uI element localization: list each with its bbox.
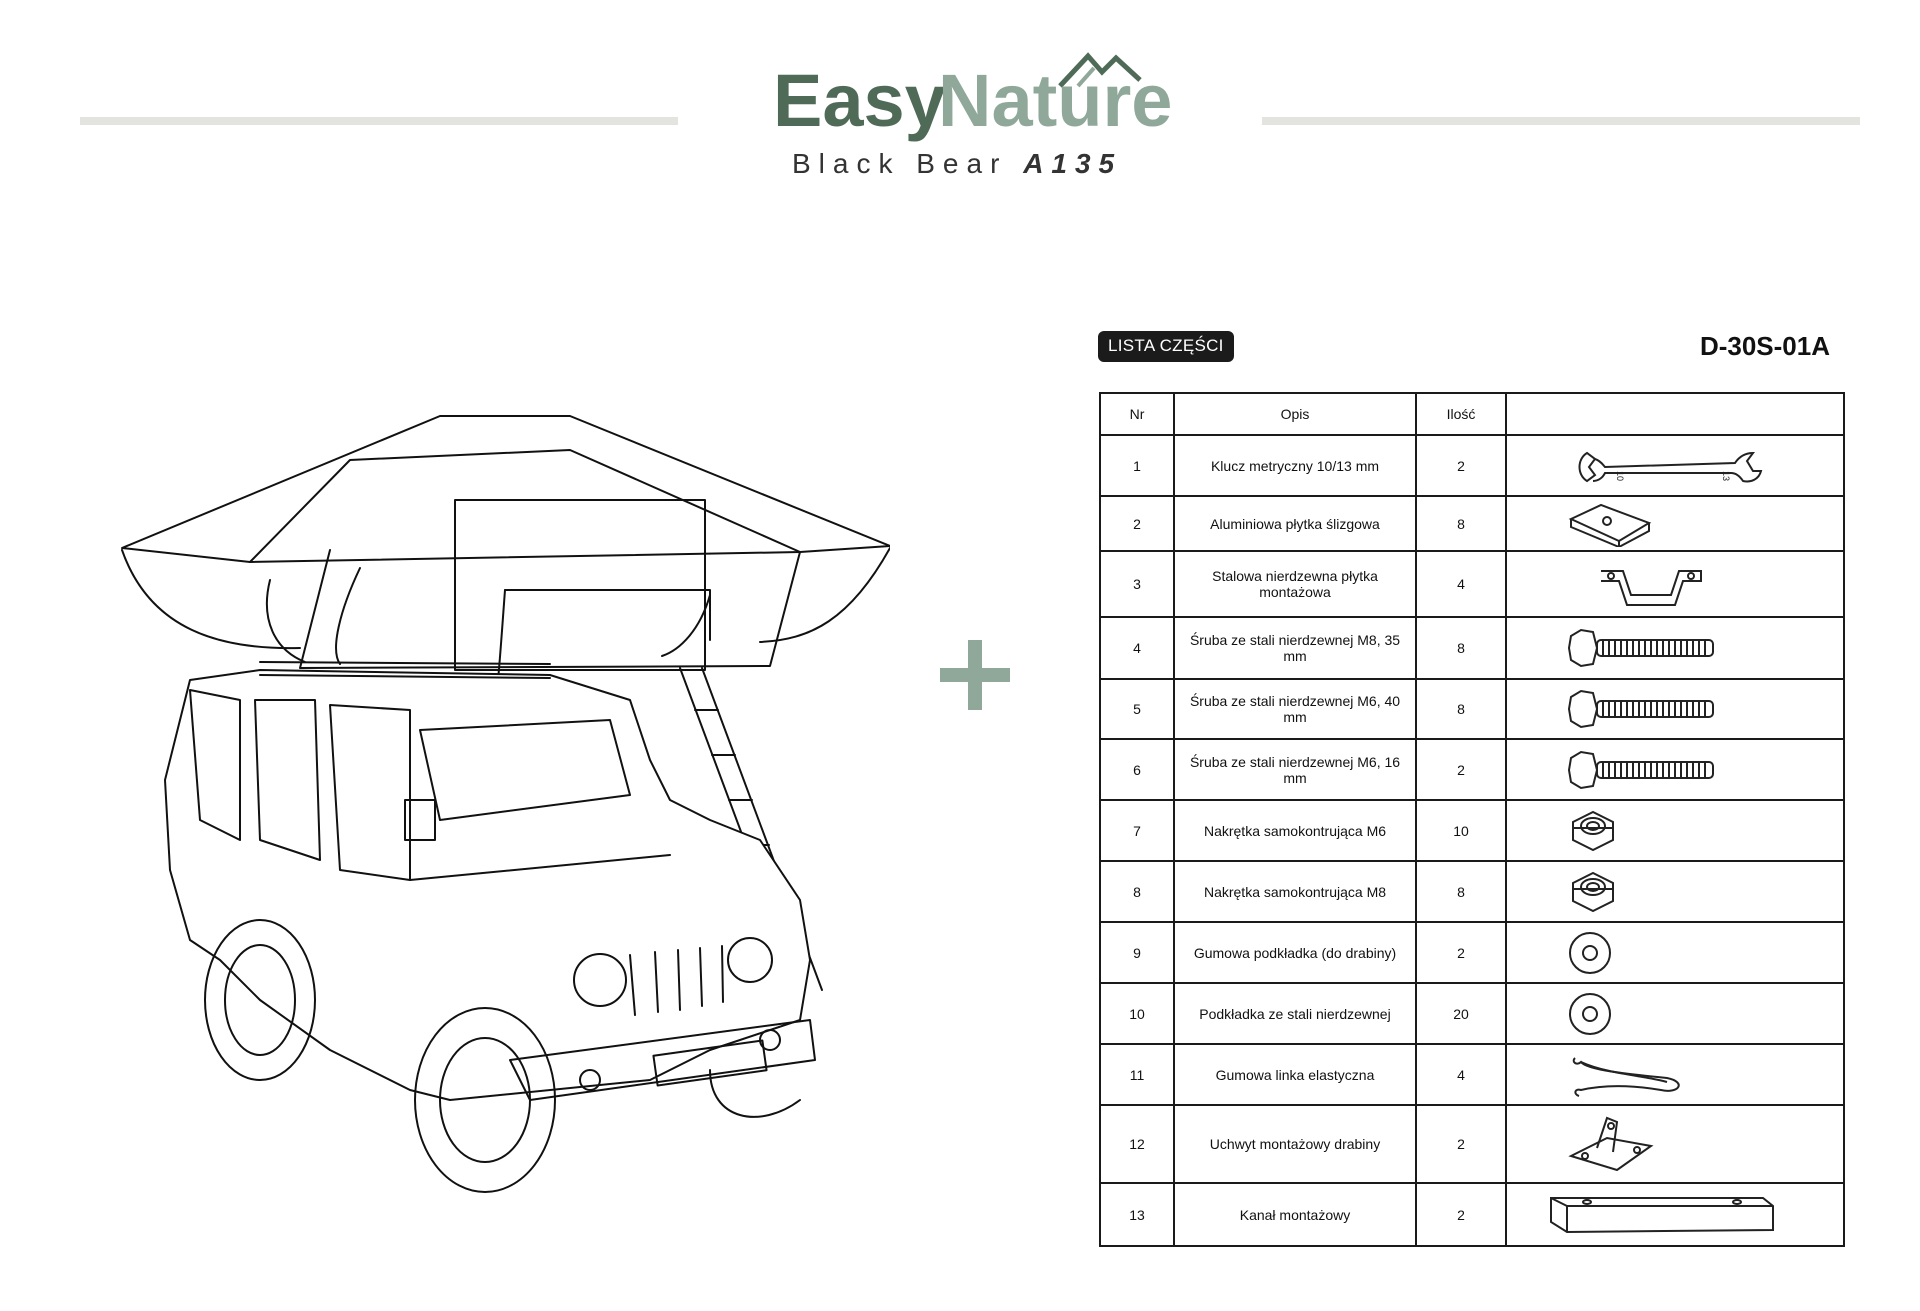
document-code: D-30S-01A [1699, 331, 1830, 361]
washer-icon [1567, 930, 1613, 976]
mounting-channel-icon [1547, 1192, 1777, 1238]
row-nr: 13 [1100, 1183, 1174, 1246]
row-image [1506, 922, 1844, 983]
row-nr: 2 [1100, 496, 1174, 551]
brand-name-part1: Easy [773, 59, 946, 142]
mounting-plate-icon [1597, 561, 1707, 607]
row-description: Gumowa linka elastyczna [1174, 1044, 1416, 1105]
header-description: Opis [1174, 393, 1416, 435]
row-description: Gumowa podkładka (do drabiny) [1174, 922, 1416, 983]
row-description: Uchwyt montażowy drabiny [1174, 1105, 1416, 1183]
row-image [1506, 435, 1844, 496]
row-nr: 10 [1100, 983, 1174, 1044]
table-header-row [1100, 393, 1844, 435]
row-description: Śruba ze stali nierdzewnej M6, 40 mm [1174, 679, 1416, 739]
wrench-size-label: 10 [1615, 470, 1625, 481]
row-nr: 9 [1100, 922, 1174, 983]
row-description: Śruba ze stali nierdzewnej M8, 35 mm [1174, 617, 1416, 679]
product-model: A135 [1023, 148, 1123, 179]
header-rule-left [80, 117, 678, 125]
ladder-bracket-icon [1567, 1112, 1657, 1176]
row-nr: 5 [1100, 679, 1174, 739]
bungee-cord-icon [1567, 1050, 1687, 1100]
row-quantity: 8 [1416, 861, 1506, 922]
row-image [1506, 617, 1844, 679]
row-quantity: 2 [1416, 435, 1506, 496]
row-nr: 7 [1100, 800, 1174, 861]
table-row [1100, 496, 1844, 551]
row-quantity: 8 [1416, 496, 1506, 551]
bolt-icon [1567, 628, 1717, 668]
row-nr: 8 [1100, 861, 1174, 922]
lock-nut-icon [1567, 867, 1619, 917]
row-description: Podkładka ze stali nierdzewnej [1174, 983, 1416, 1044]
washer-icon [1567, 991, 1613, 1037]
row-description: Klucz metryczny 10/13 mm [1174, 435, 1416, 496]
table-row [1100, 1183, 1844, 1246]
parts-table [1099, 392, 1845, 1247]
row-description: Aluminiowa płytka ślizgowa [1174, 496, 1416, 551]
slide-plate-icon [1567, 501, 1657, 547]
product-line: Black Bear [792, 148, 1008, 179]
table-row [1100, 1044, 1844, 1105]
row-image [1506, 800, 1844, 861]
row-image [1506, 983, 1844, 1044]
table-row [1100, 551, 1844, 617]
row-quantity: 4 [1416, 1044, 1506, 1105]
lock-nut-icon [1567, 806, 1619, 856]
row-quantity: 2 [1416, 1105, 1506, 1183]
table-row [1100, 983, 1844, 1044]
section-label: LISTA CZĘŚCI [1098, 331, 1234, 362]
row-quantity: 4 [1416, 551, 1506, 617]
row-quantity: 2 [1416, 922, 1506, 983]
row-quantity: 2 [1416, 1183, 1506, 1246]
row-quantity: 2 [1416, 739, 1506, 800]
table-row [1100, 922, 1844, 983]
header-image [1506, 393, 1844, 435]
row-nr: 12 [1100, 1105, 1174, 1183]
row-image [1506, 861, 1844, 922]
brand-name-part2: Nature [938, 59, 1173, 142]
row-description: Nakrętka samokontrująca M8 [1174, 861, 1416, 922]
table-row [1100, 617, 1844, 679]
row-description: Śruba ze stali nierdzewnej M6, 16 mm [1174, 739, 1416, 800]
row-image [1506, 496, 1844, 551]
row-description: Stalowa nierdzewna płytka montażowa [1174, 551, 1416, 617]
bolt-icon [1567, 750, 1717, 790]
row-nr: 6 [1100, 739, 1174, 800]
row-nr: 3 [1100, 551, 1174, 617]
row-description: Kanał montażowy [1174, 1183, 1416, 1246]
table-row [1100, 861, 1844, 922]
row-quantity: 8 [1416, 679, 1506, 739]
bolt-icon [1567, 689, 1717, 729]
table-row [1100, 739, 1844, 800]
table-row [1100, 679, 1844, 739]
product-title [792, 148, 1122, 180]
table-row [1100, 1105, 1844, 1183]
table-row [1100, 800, 1844, 861]
table-row [1100, 435, 1844, 496]
row-quantity: 8 [1416, 617, 1506, 679]
off-road-vehicle [165, 662, 815, 1192]
header-rule-right [1262, 117, 1860, 125]
row-image [1506, 1105, 1844, 1183]
wrench-size-label: 13 [1721, 470, 1731, 481]
row-image [1506, 551, 1844, 617]
row-image [1506, 679, 1844, 739]
header-nr: Nr [1100, 393, 1174, 435]
row-description: Nakrętka samokontrująca M6 [1174, 800, 1416, 861]
vehicle-with-rooftop-tent-illustration [110, 400, 890, 1200]
row-image [1506, 1183, 1844, 1246]
row-nr: 11 [1100, 1044, 1174, 1105]
wrench-icon [1575, 441, 1765, 491]
row-nr: 1 [1100, 435, 1174, 496]
rooftop-tent [122, 416, 890, 680]
row-nr: 4 [1100, 617, 1174, 679]
row-quantity: 20 [1416, 983, 1506, 1044]
row-quantity: 10 [1416, 800, 1506, 861]
header-quantity: Ilość [1416, 393, 1506, 435]
plus-icon [940, 640, 1010, 710]
row-image [1506, 739, 1844, 800]
row-image [1506, 1044, 1844, 1105]
